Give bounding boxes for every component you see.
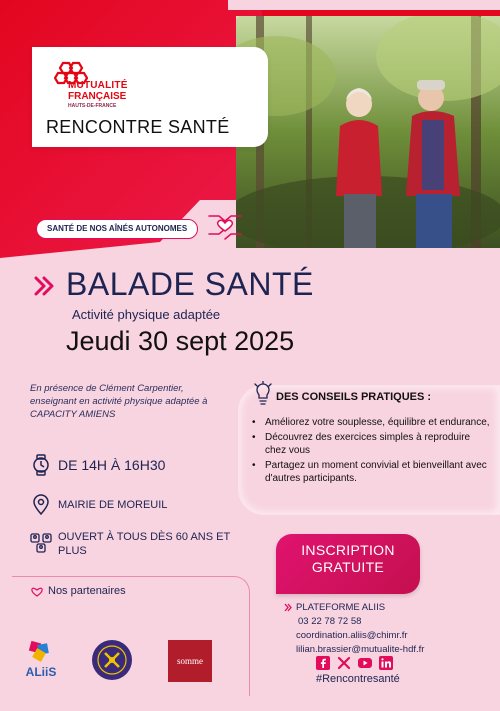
time-row <box>30 454 165 476</box>
heart-hands-icon <box>31 587 43 597</box>
linkedin-icon[interactable] <box>379 656 393 670</box>
lightbulb-icon <box>254 381 272 407</box>
audience-text: OUVERT À TOUS DÈS 60 ANS ET PLUS <box>58 531 230 557</box>
event-title: BALADE SANTÉ <box>66 266 314 302</box>
tagline-pill: SANTÉ DE NOS AÎNÉS AUTONOMES <box>36 219 198 239</box>
event-date: Jeudi 30 sept 2025 <box>66 326 295 356</box>
audience-row <box>30 530 238 558</box>
hero-photo <box>236 16 500 248</box>
org-name-line1: MUTUALITÉ <box>68 80 128 91</box>
inscription-line2: GRATUITE <box>311 559 385 575</box>
x-icon[interactable] <box>337 656 351 670</box>
org-name-line2: FRANÇAISE <box>68 91 127 102</box>
contact-platform: PLATEFORME ALIIS <box>296 602 386 613</box>
hero-section <box>0 0 500 258</box>
youtube-icon[interactable] <box>358 656 372 670</box>
event-subtitle: Activité physique adaptée <box>72 307 221 322</box>
contact-email-coordination[interactable]: coordination.aliis@chimr.fr <box>296 630 408 641</box>
place-text: MAIRIE DE MOREUIL <box>58 499 168 511</box>
place-row <box>30 494 167 516</box>
list-item: • Découvrez des exercices simples à reproduire chez vous <box>252 431 492 457</box>
contact-block <box>296 601 424 657</box>
inscription-line1: INSCRIPTION <box>301 542 395 558</box>
watch-icon <box>30 454 52 476</box>
moreuil-seal <box>90 638 134 682</box>
tips-list <box>252 416 492 487</box>
inscription-badge[interactable] <box>276 534 420 594</box>
chevron-right-icon <box>34 276 56 296</box>
group-people-icon <box>30 533 52 555</box>
chevron-right-icon <box>284 603 293 612</box>
partners-label: Nos partenaires <box>48 585 126 597</box>
somme-logo: somme <box>168 640 212 682</box>
list-item: • Améliorez votre souplesse, équilibre et endurance, <box>252 416 492 429</box>
tips-title: DES CONSEILS PRATIQUES : <box>276 391 432 403</box>
hashtag: #Rencontresanté <box>316 673 400 685</box>
aliis-logo-text: ALiiS <box>25 665 57 679</box>
time-text: DE 14H À 16H30 <box>58 457 166 473</box>
location-pin-icon <box>30 494 52 516</box>
facebook-icon[interactable] <box>316 656 330 670</box>
contact-phone[interactable]: 03 22 78 72 58 <box>298 616 362 627</box>
aliis-logo <box>18 640 64 686</box>
event-type-heading: RENCONTRE SANTÉ <box>46 117 230 137</box>
org-region: HAUTS-DE-FRANCE <box>68 103 117 109</box>
social-links <box>316 656 393 670</box>
presence-note: En présence de Clément Carpentier, enseignant en activité physique adaptée à CAPACITY AMIENS <box>30 383 208 420</box>
contact-email-brassier[interactable]: lilian.brassier@mutualite-hdf.fr <box>296 644 425 655</box>
list-item: • Partagez un moment convivial et bienveillant avec d'autres participants. <box>252 459 492 485</box>
hands-heart-icon <box>207 210 243 240</box>
